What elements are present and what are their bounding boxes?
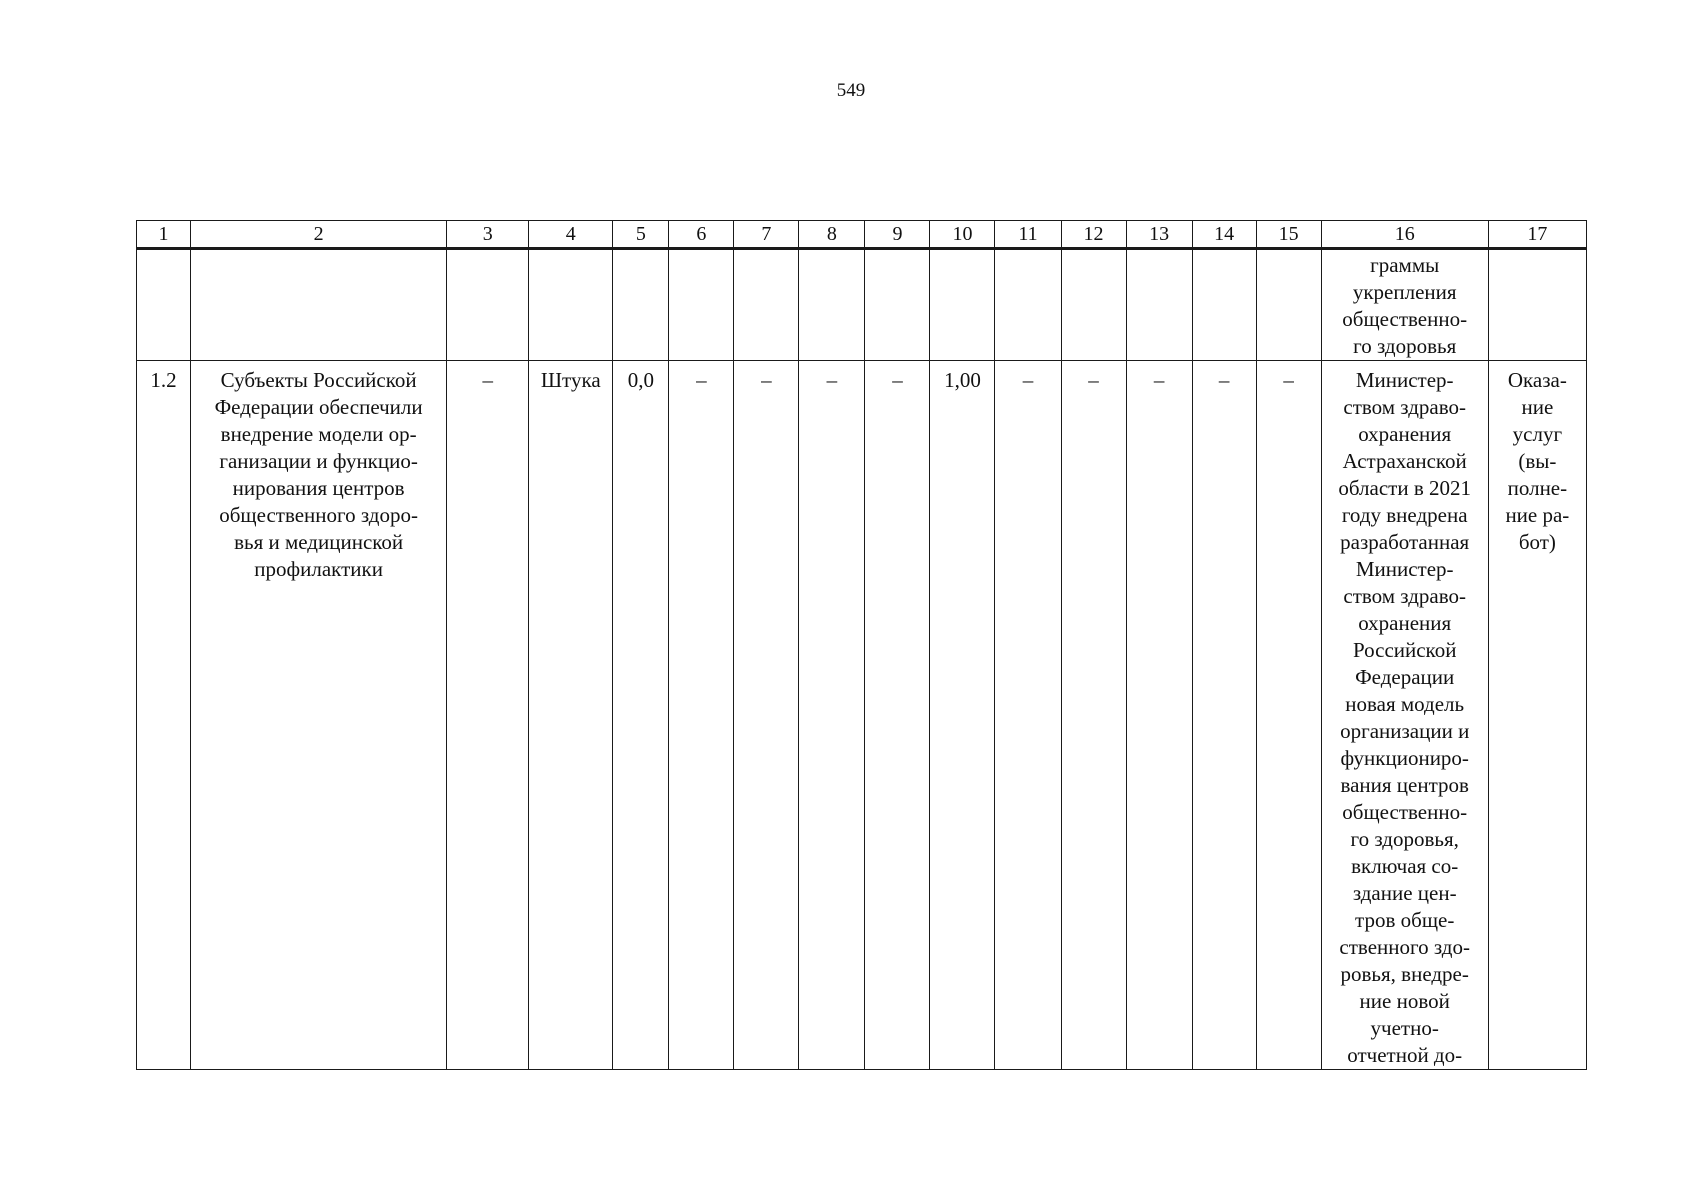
cell (447, 249, 529, 361)
cell (191, 249, 447, 361)
column-header-10: 10 (930, 221, 995, 249)
cell-5: 0,0 (613, 361, 669, 1070)
cell (1126, 249, 1192, 361)
cell (1256, 249, 1321, 361)
column-header-9: 9 (865, 221, 930, 249)
cell (734, 249, 799, 361)
column-header-15: 15 (1256, 221, 1321, 249)
cell (137, 249, 191, 361)
cell-15: – (1256, 361, 1321, 1070)
row-number: 1.2 (150, 368, 177, 392)
column-header-11: 11 (995, 221, 1061, 249)
cell-10: 1,00 (930, 361, 995, 1070)
cell-14: – (1192, 361, 1256, 1070)
cell (995, 249, 1061, 361)
result-type: Оказа- ние услуг (вы- полне- ние ра- бот) (1505, 368, 1570, 554)
cell-12: – (1061, 361, 1126, 1070)
cell (799, 249, 865, 361)
cell-11: – (995, 361, 1061, 1070)
column-header-1: 1 (137, 221, 191, 249)
cell (1192, 249, 1256, 361)
cell (529, 249, 613, 361)
page-number: 549 (836, 80, 866, 101)
column-number-row (137, 221, 1587, 249)
table-row (137, 361, 1587, 1070)
column-header-14: 14 (1192, 221, 1256, 249)
cell-6: – (669, 361, 734, 1070)
column-header-3: 3 (447, 221, 529, 249)
column-header-4: 4 (529, 221, 613, 249)
cell (930, 249, 995, 361)
cell-9: – (865, 361, 930, 1070)
cell-3: – (447, 361, 529, 1070)
row-number-cell (137, 361, 191, 1070)
cell-7: – (734, 361, 799, 1070)
cell (613, 249, 669, 361)
result-type-cell (1488, 361, 1586, 1070)
unit-value: Штука (540, 368, 601, 392)
cell (1488, 249, 1586, 361)
column-header-6: 6 (669, 221, 734, 249)
column-header-16: 16 (1321, 221, 1488, 249)
column-header-12: 12 (1061, 221, 1126, 249)
column-header-2: 2 (191, 221, 447, 249)
result-description: Министер- ством здраво- охранения Астраханской области в 2021 году внедрена разработанная Министер- ством здраво- охранения Российской Федерации новая модель организации и функциониро- вания центров общественно- го здоровья, включая со- здание цен- тров обще- ственного здо- ровья, внедре- ние новой учетно- отчетной до- (1338, 368, 1471, 1067)
cell-8: – (799, 361, 865, 1070)
cell (1061, 249, 1126, 361)
indicator-name: Субъекты Российской Федерации обеспечили внедрение модели ор- ганизации и функцио- нирования центров общественного здоро- вья и медицинской профилактики (214, 368, 423, 581)
column-header-7: 7 (734, 221, 799, 249)
cell (865, 249, 930, 361)
cell-13: – (1126, 361, 1192, 1070)
cell (669, 249, 734, 361)
column-header-5: 5 (613, 221, 669, 249)
continuation-result-text: граммы укрепления общественно- го здоровья (1342, 253, 1468, 358)
continuation-row (137, 249, 1587, 361)
continuation-result-cell (1321, 249, 1488, 361)
result-description-cell (1321, 361, 1488, 1070)
unit-cell (529, 361, 613, 1070)
column-header-13: 13 (1126, 221, 1192, 249)
column-header-8: 8 (799, 221, 865, 249)
report-table (136, 220, 1587, 1070)
indicator-name-cell (191, 361, 447, 1070)
column-header-17: 17 (1488, 221, 1586, 249)
